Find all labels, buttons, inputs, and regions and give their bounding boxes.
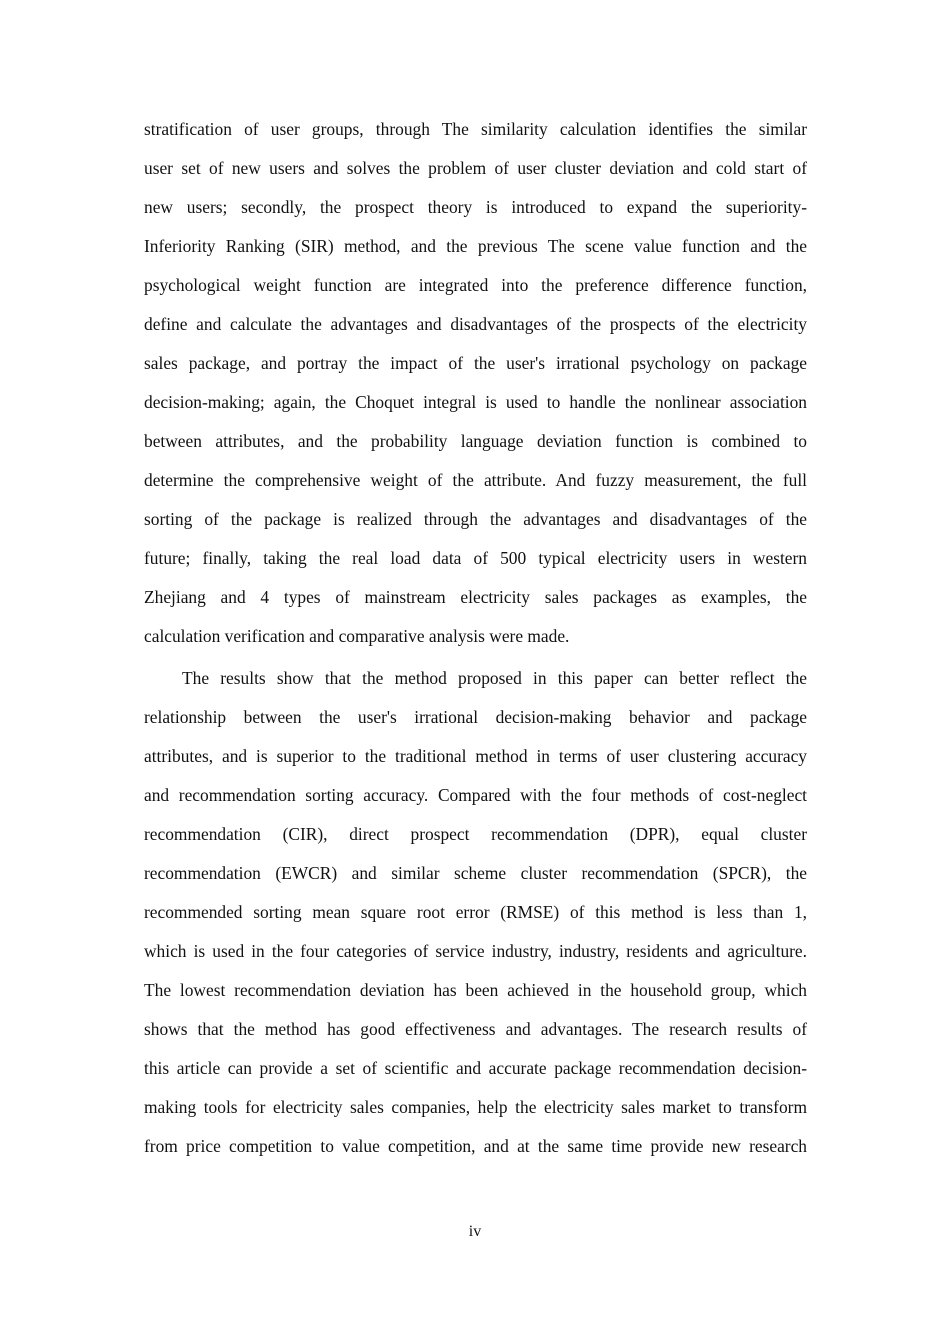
- abstract-body: [144, 110, 807, 1166]
- text-line: determine the comprehensive weight of the attribute. And fuzzy measurement, the full: [144, 470, 807, 490]
- text-line: which is used in the four categories of service industry, industry, residents and agriculture.: [144, 941, 807, 961]
- text-line: this article can provide a set of scientific and accurate package recommendation decision-: [144, 1058, 807, 1078]
- page-number: iv: [468, 1223, 482, 1240]
- text-line: and recommendation sorting accuracy. Compared with the four methods of cost-neglect: [144, 785, 807, 805]
- text-line: making tools for electricity sales companies, help the electricity sales market to transform: [144, 1097, 807, 1117]
- text-line: define and calculate the advantages and disadvantages of the prospects of the electricity: [144, 314, 807, 334]
- text-line: stratification of user groups, through The similarity calculation identifies the similar: [144, 119, 807, 139]
- text-line: new users; secondly, the prospect theory is introduced to expand the superiority-: [144, 197, 807, 217]
- text-line: Zhejiang and 4 types of mainstream electricity sales packages as examples, the: [144, 587, 807, 607]
- text-line: sales package, and portray the impact of the user's irrational psychology on package: [144, 353, 807, 373]
- paragraph-1: [144, 110, 807, 656]
- text-line: recommended sorting mean square root error (RMSE) of this method is less than 1,: [144, 902, 807, 922]
- text-line: between attributes, and the probability language deviation function is combined to: [144, 431, 807, 451]
- text-line: calculation verification and comparative analysis were made.: [144, 626, 570, 646]
- text-line: psychological weight function are integrated into the preference difference function,: [144, 275, 807, 295]
- text-line: decision-making; again, the Choquet integral is used to handle the nonlinear association: [144, 392, 807, 412]
- text-line: sorting of the package is realized through the advantages and disadvantages of the: [144, 509, 807, 529]
- text-line: shows that the method has good effectiveness and advantages. The research results of: [144, 1019, 807, 1039]
- text-line: relationship between the user's irrational decision-making behavior and package: [144, 707, 807, 727]
- text-line: recommendation (CIR), direct prospect recommendation (DPR), equal cluster: [144, 824, 807, 844]
- text-line: The lowest recommendation deviation has been achieved in the household group, which: [144, 980, 807, 1000]
- text-line: future; finally, taking the real load data of 500 typical electricity users in western: [144, 548, 807, 568]
- text-line: Inferiority Ranking (SIR) method, and the previous The scene value function and the: [144, 236, 807, 256]
- text-line: attributes, and is superior to the traditional method in terms of user clustering accuracy: [144, 746, 807, 766]
- text-line: user set of new users and solves the problem of user cluster deviation and cold start of: [144, 158, 807, 178]
- text-line: The results show that the method proposed in this paper can better reflect the: [182, 668, 807, 688]
- paragraph-2: [144, 659, 807, 1166]
- text-line: from price competition to value competition, and at the same time provide new research: [144, 1136, 807, 1156]
- text-line: recommendation (EWCR) and similar scheme cluster recommendation (SPCR), the: [144, 863, 807, 883]
